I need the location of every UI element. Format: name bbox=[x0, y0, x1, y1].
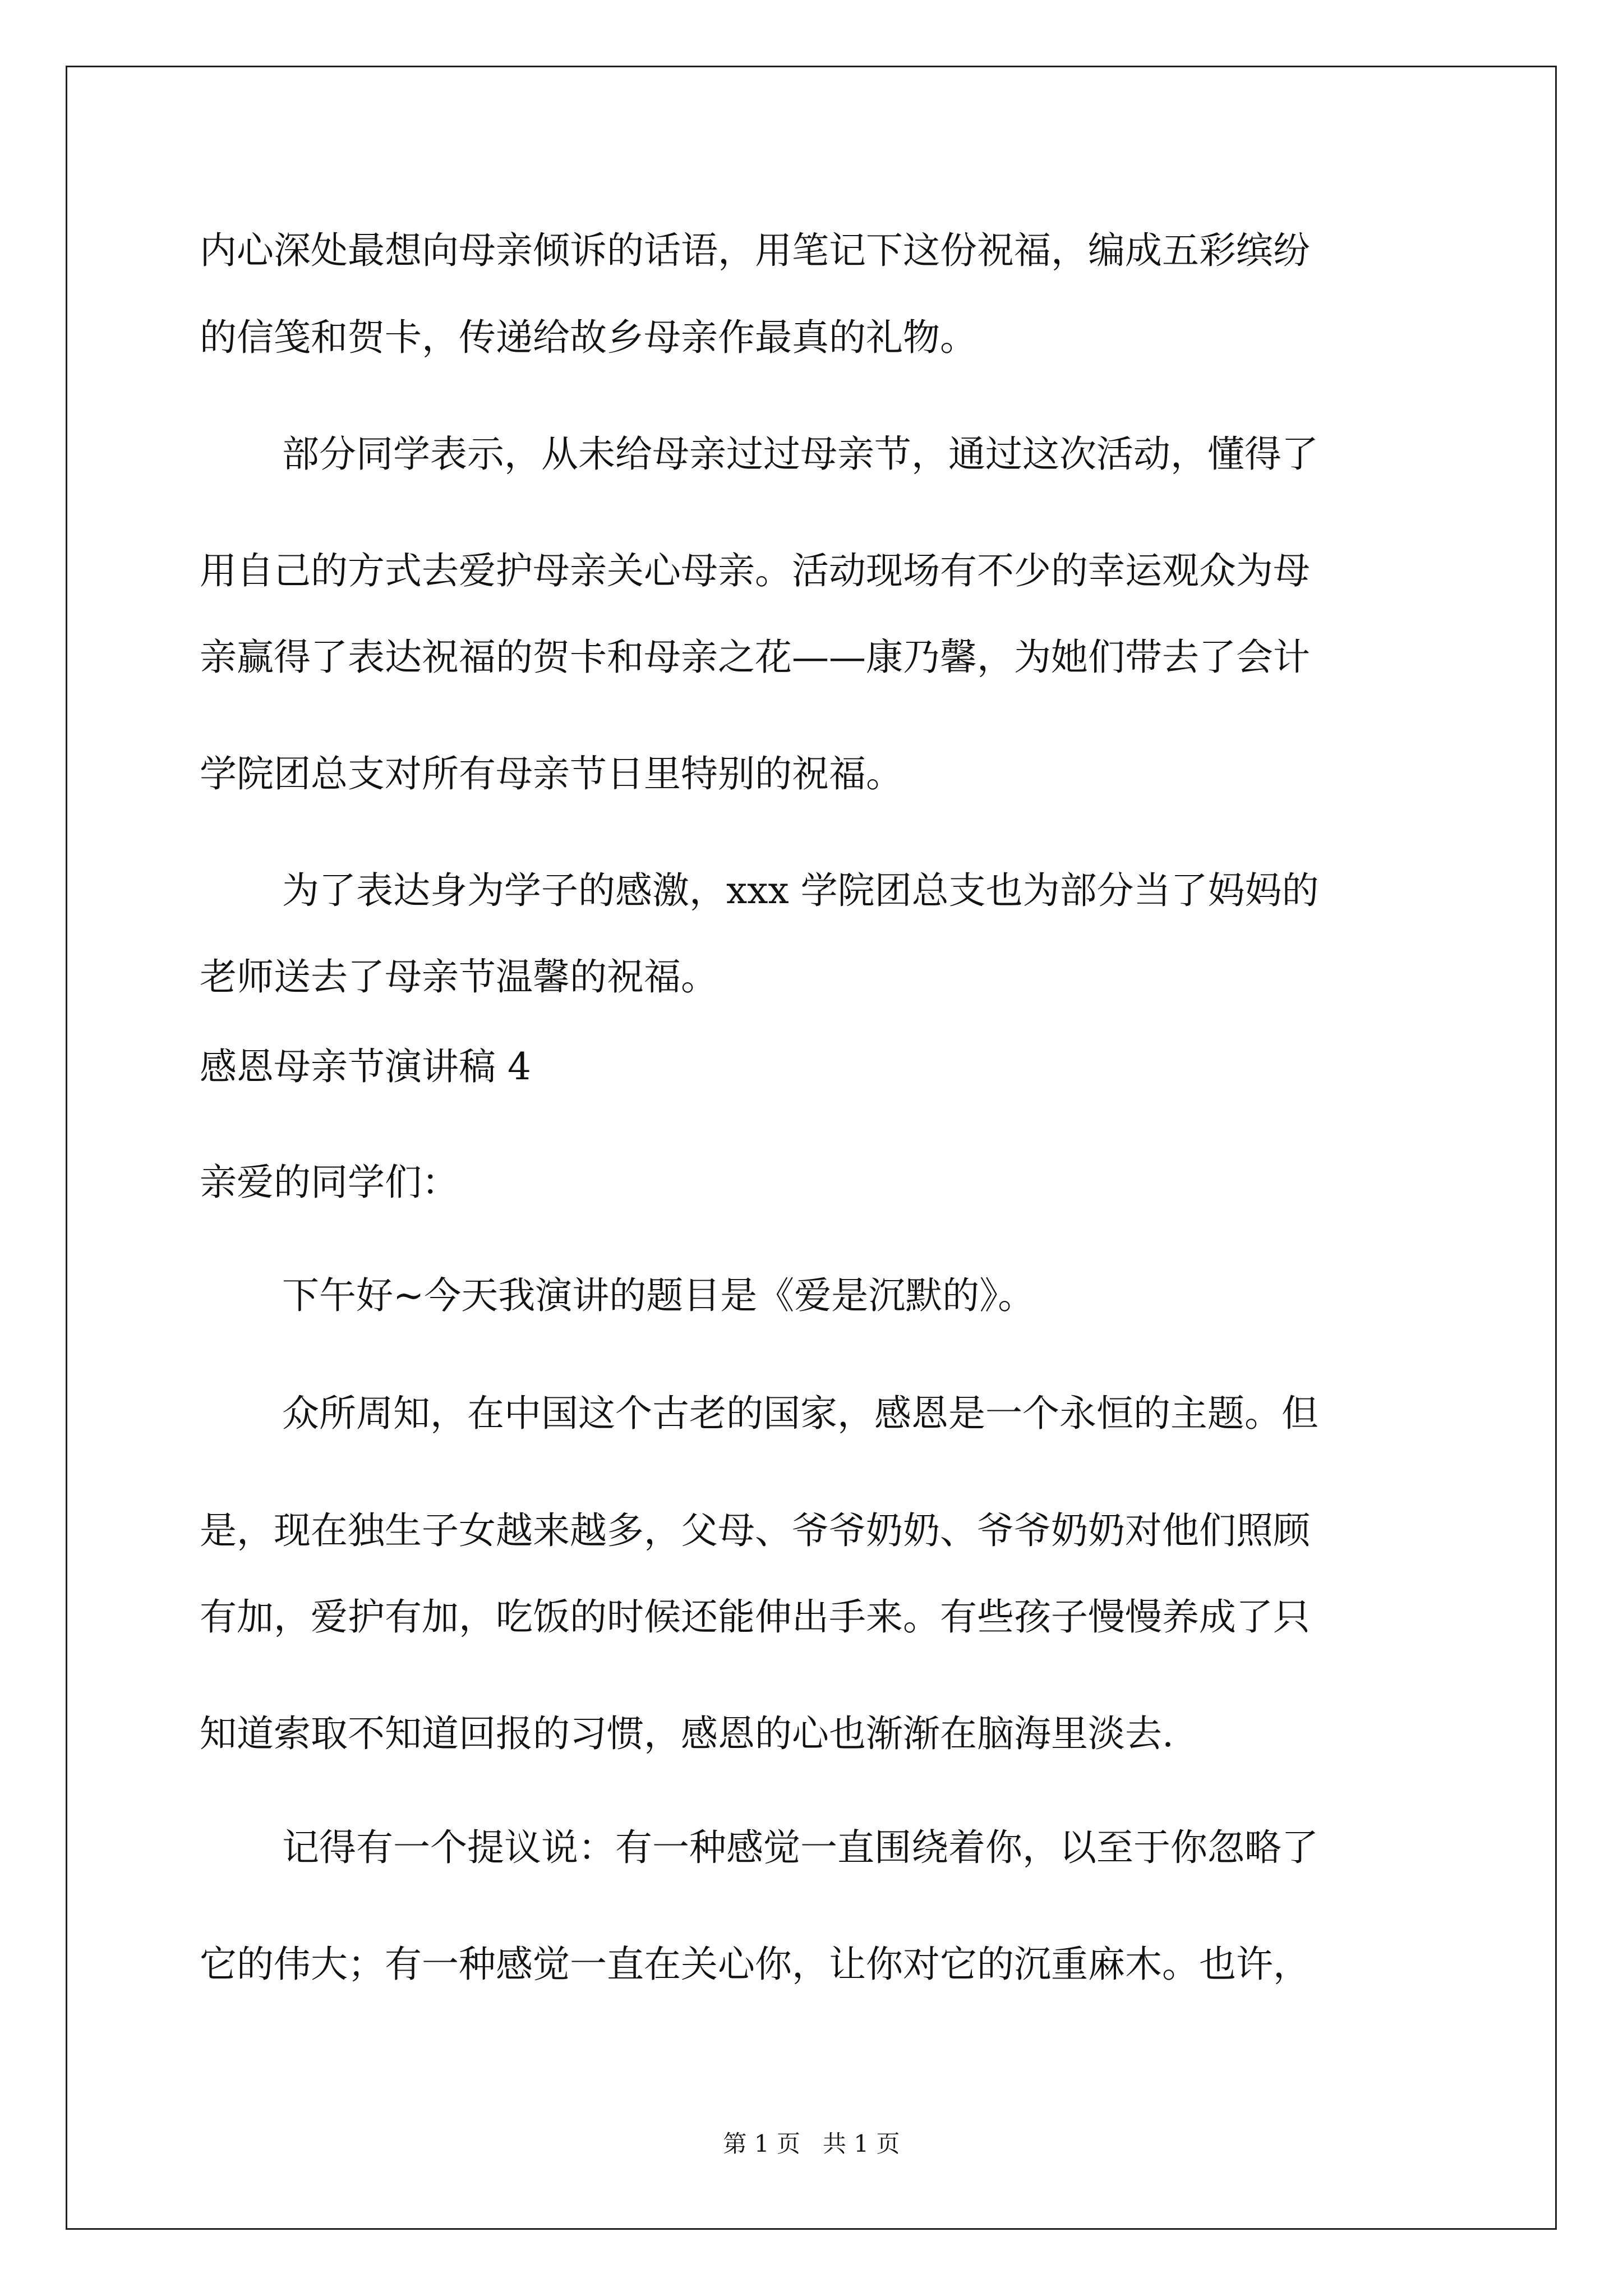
paragraph-6-line-1: 记得有一个提议说：有一种感觉一直围绕着你，以至于你忽略了 bbox=[282, 1826, 1318, 1869]
paragraph-3-line-1: 为了表达身为学子的感激，xxx 学院团总支也为部分当了妈妈的 bbox=[282, 869, 1319, 912]
page-total: 共 1 页 bbox=[823, 2130, 900, 2157]
paragraph-3-line-2: 老师送去了母亲节温馨的祝福。 bbox=[200, 955, 718, 999]
paragraph-5-line-3: 有加，爱护有加，吃饭的时候还能伸出手来。有些孩子慢慢养成了只 bbox=[200, 1595, 1310, 1639]
paragraph-4-line-1: 下午好~今天我演讲的题目是《爱是沉默的》。 bbox=[282, 1274, 1035, 1317]
section-heading: 感恩母亲节演讲稿 4 bbox=[200, 1045, 531, 1088]
paragraph-2-line-1: 部分同学表示，从未给母亲过过母亲节，通过这次活动，懂得了 bbox=[282, 432, 1318, 476]
page-footer bbox=[0, 2130, 1623, 2158]
paragraph-6-line-2: 它的伟大；有一种感觉一直在关心你，让你对它的沉重麻木。也许， bbox=[200, 1943, 1310, 1986]
paragraph-5-line-2: 是，现在独生子女越来越多，父母、爷爷奶奶、爷爷奶奶对他们照顾 bbox=[200, 1509, 1310, 1552]
paragraph-1-line-1: 内心深处最想向母亲倾诉的话语，用笔记下这份祝福，编成五彩缤纷 bbox=[200, 229, 1310, 272]
page-border bbox=[66, 66, 1557, 2230]
page-number: 第 1 页 bbox=[723, 2130, 800, 2157]
paragraph-5-line-1: 众所周知，在中国这个古老的国家，感恩是一个永恒的主题。但 bbox=[282, 1392, 1318, 1435]
paragraph-5-line-4: 知道索取不知道回报的习惯，感恩的心也渐渐在脑海里淡去. bbox=[200, 1712, 1174, 1755]
salutation: 亲爱的同学们： bbox=[200, 1161, 459, 1204]
paragraph-2-line-2: 用自己的方式去爱护母亲关心母亲。活动现场有不少的幸运观众为母 bbox=[200, 549, 1310, 592]
paragraph-2-line-4: 学院团总支对所有母亲节日里特别的祝福。 bbox=[200, 752, 903, 795]
paragraph-2-line-3: 亲赢得了表达祝福的贺卡和母亲之花——康乃馨，为她们带去了会计 bbox=[200, 636, 1310, 679]
paragraph-1-line-2: 的信笺和贺卡，传递给故乡母亲作最真的礼物。 bbox=[200, 316, 977, 359]
